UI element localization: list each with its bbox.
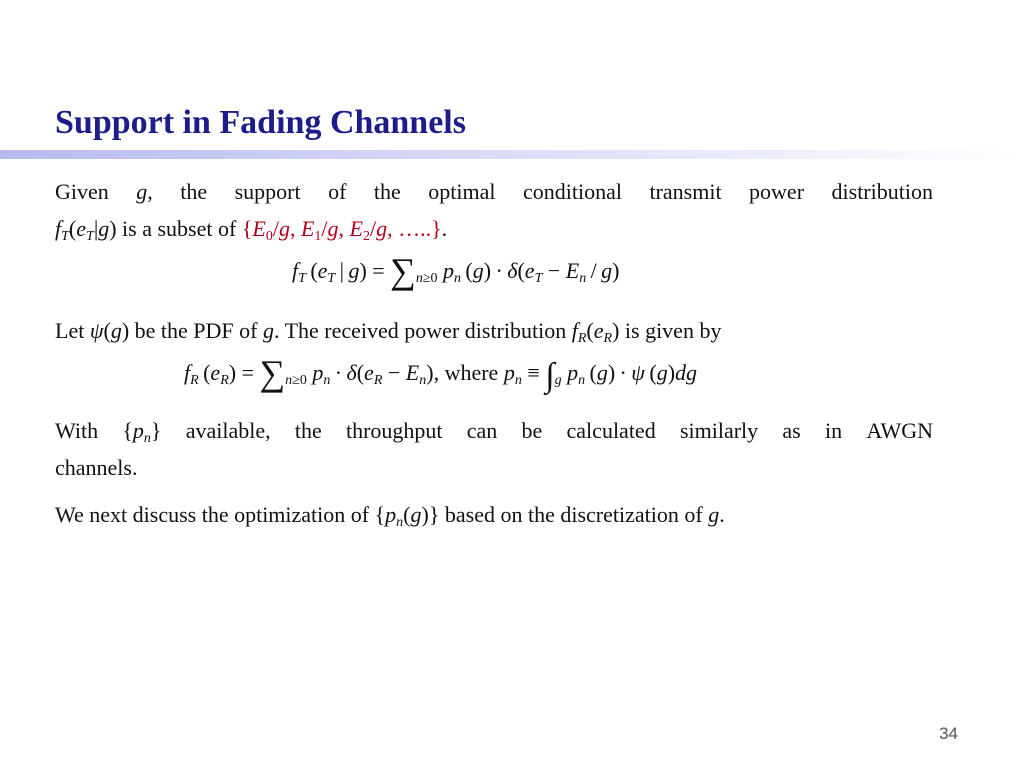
page-number: 34 [939,724,958,743]
paragraph-throughput: With $\{p_n\}$ available, the throughput can be calculated similarly as in AWGN channels. [55,418,933,480]
title-underline-bar [0,150,1024,159]
paragraph-support-definition: Given g, the support of the optimal conditional transmit power distribution $f_T(e_T|g)$ is a subset of {$E_0/g$, $E_1/g$, $E_2/g$, …..}. [55,179,933,244]
equation-transmit-distribution: $f_T$ ($e_T$ | $g) = \sum_{n\ge 0}$ $p_n$ $(g) \cdot \delta(e_T - E_n / g)$ [292,251,620,291]
paragraph-received-power: Let ψ(g) be the PDF of g. The received power distribution $f_R(e_R)$ is given by [55,318,722,346]
where-label: where [444,360,499,385]
paragraph-next-discussion: We next discuss the optimization of $\{p_n(g)\}$ based on the discretization of g. [55,502,725,530]
slide-title: Support in Fading Channels [55,104,466,141]
equation-received-distribution: $f_R$ $(e_R) = \sum_{n\ge 0}$ $p_n \cdot \delta(e_R - E_n)$, where $p_n \equiv \int_g$ $p_n$ (g) · ψ (g)dg [184,353,698,394]
